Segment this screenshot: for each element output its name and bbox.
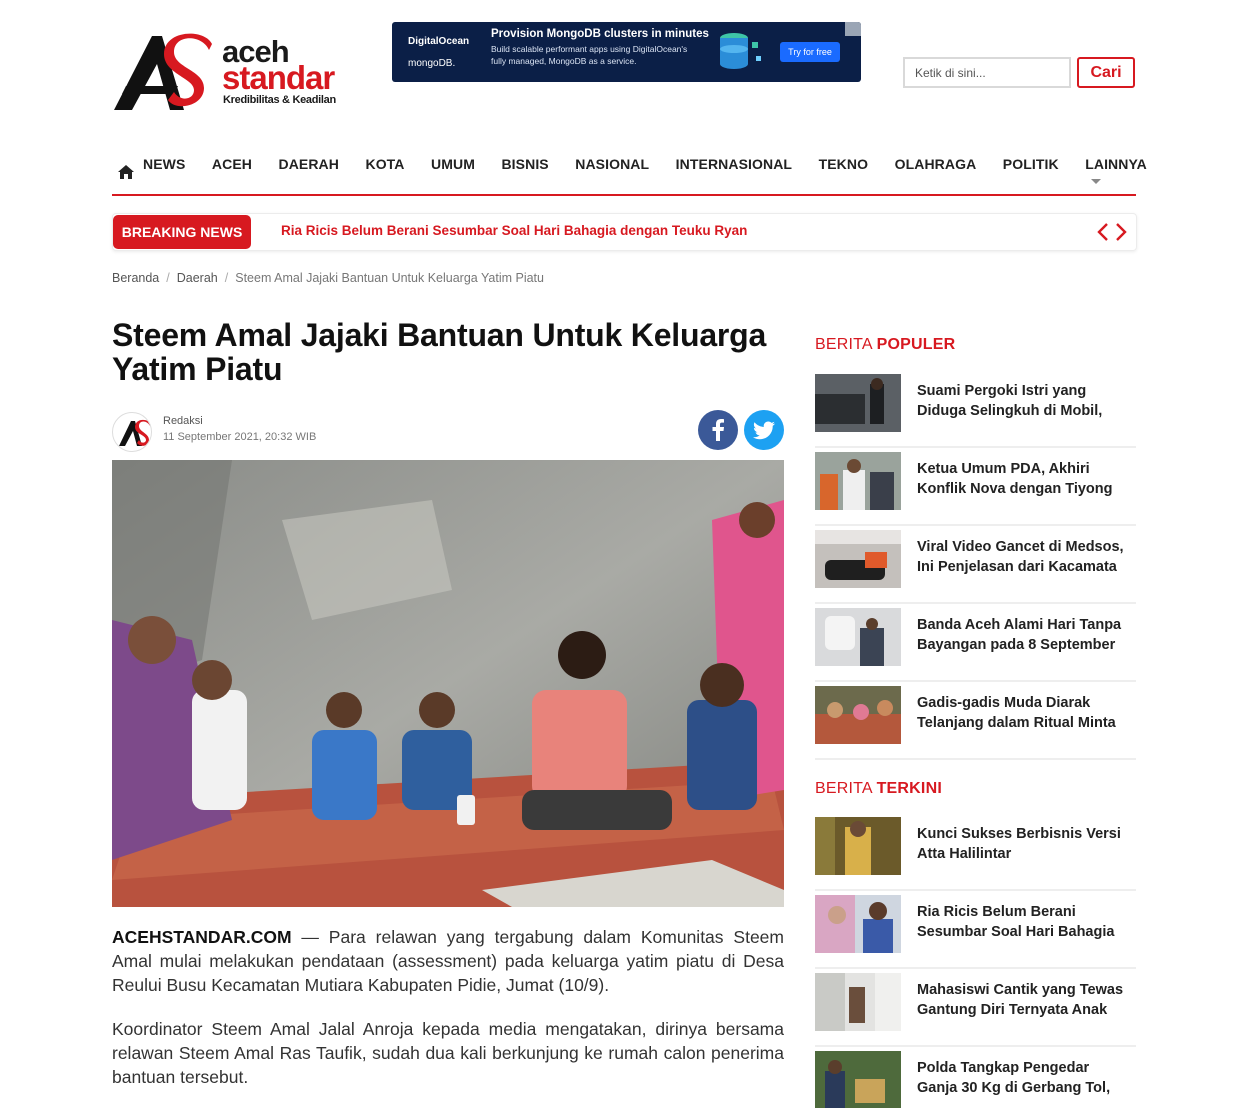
nav-item-bisnis[interactable]: BISNIS (501, 156, 549, 172)
article-paragraph (112, 925, 784, 997)
latest-thumbnail[interactable] (815, 1051, 901, 1108)
author-name[interactable]: Redaksi (163, 415, 203, 427)
breadcrumb-separator: / (166, 271, 170, 285)
site-name-line1: aceh (222, 34, 289, 69)
article-title: Steem Amal Jajaki Bantuan Untuk Keluarga Yatim Piatu (112, 317, 767, 387)
latest-thumbnail[interactable] (815, 817, 901, 875)
popular-thumbnail[interactable] (815, 608, 901, 666)
latest-item-title[interactable]: Polda Tangkap Pengedar Ganja 30 Kg di Gerbang Tol, (917, 1060, 1111, 1096)
breadcrumb-home[interactable]: Beranda (112, 271, 160, 285)
latest-item-title[interactable]: Ria Ricis Belum Berani Sesumbar Soal Hari Bahagia (917, 904, 1115, 940)
latest-thumbnail[interactable] (815, 973, 901, 1031)
site-tagline: Kredibilitas & Keadilan (223, 94, 336, 106)
nav-item-daerah[interactable]: DAERAH (278, 156, 339, 172)
nav-item-tekno[interactable]: TEKNO (818, 156, 869, 172)
popular-item-title[interactable]: Gadis-gadis Muda Diarak Telanjang dalam Ritual Minta (917, 695, 1116, 731)
ticker-arrows (1094, 221, 1130, 243)
banner-ad[interactable] (392, 22, 861, 82)
popular-heading (815, 336, 955, 354)
popular-thumbnail[interactable] (815, 530, 901, 588)
breadcrumb (112, 271, 544, 285)
popular-item-title[interactable]: Viral Video Gancet di Medsos, Ini Penjelasan dari Kacamata (917, 539, 1124, 575)
breaking-news-bar (112, 213, 1137, 251)
publish-date: 11 September 2021, 20:32 WIB (163, 431, 317, 443)
breadcrumb-category[interactable]: Daerah (176, 271, 218, 285)
popular-item[interactable] (815, 370, 1136, 448)
popular-item-title[interactable]: Ketua Umum PDA, Akhiri Konflik Nova dengan Tiyong (917, 461, 1113, 497)
ad-title: Provision MongoDB clusters in minutes (491, 28, 709, 40)
ad-brand-mongodb: mongoDB. (408, 58, 456, 69)
latest-item-title[interactable]: Kunci Sukses Berbisnis Versi Atta Halilintar (917, 826, 1121, 862)
nav-menu (143, 156, 1147, 188)
ad-close-icon[interactable] (845, 22, 861, 36)
ad-description: Build scalable performant apps using DigitalOcean's fully managed, MongoDB as a service. (491, 44, 688, 66)
nav-item-internasional[interactable]: INTERNASIONAL (675, 156, 793, 172)
hero-photo (112, 460, 784, 907)
home-icon (118, 165, 134, 179)
popular-item-title[interactable]: Banda Aceh Alami Hari Tanpa Bayangan pada 8 September (917, 617, 1122, 653)
nav-item-news[interactable]: NEWS (143, 156, 186, 172)
latest-item[interactable] (815, 1047, 1136, 1108)
search-button[interactable]: Cari (1077, 57, 1135, 88)
chevron-right-icon[interactable] (1117, 224, 1125, 240)
facebook-icon (698, 410, 738, 450)
latest-item[interactable] (815, 969, 1136, 1047)
chevron-left-icon[interactable] (1099, 224, 1107, 240)
popular-item[interactable] (815, 448, 1136, 526)
latest-item[interactable] (815, 891, 1136, 969)
author-avatar (112, 412, 152, 452)
site-name-line2: standar (222, 59, 335, 96)
chevron-down-icon (1091, 179, 1101, 184)
latest-heading-bold: TERKINI (876, 780, 942, 797)
article-hero-image (112, 460, 784, 907)
share-twitter-button[interactable] (744, 410, 784, 450)
article-body (112, 925, 784, 1108)
nav-item-politik[interactable]: POLITIK (1002, 156, 1059, 172)
nav-item-olahraga[interactable]: OLAHRAGA (894, 156, 977, 172)
nav-item-lainnya-label: LAINNYA (1085, 156, 1147, 172)
nav-item-nasional[interactable]: NASIONAL (575, 156, 650, 172)
logo-mark-icon (113, 413, 152, 452)
article-paragraph: Koordinator Steem Amal Jalal Anroja kepada media mengatakan, dirinya bersama relawan Steem Amal Ras Taufik, sudah dua kali berkunjung ke rumah calon penerima bantuan tersebut. (112, 1019, 784, 1087)
breadcrumb-current: Steem Amal Jajaki Bantuan Untuk Keluarga Yatim Piatu (235, 271, 544, 285)
latest-heading (815, 780, 942, 798)
database-icon (710, 22, 770, 82)
popular-thumbnail[interactable] (815, 452, 901, 510)
nav-item-aceh[interactable]: ACEH (211, 156, 252, 172)
search-input[interactable] (903, 57, 1071, 88)
popular-item[interactable] (815, 682, 1136, 760)
twitter-icon (744, 410, 784, 450)
latest-item-title[interactable]: Mahasiswi Cantik yang Tewas Gantung Diri Ternyata Anak (917, 982, 1124, 1018)
article-source: ACEHSTANDAR.COM (112, 927, 292, 947)
main-nav (112, 150, 1147, 196)
latest-item[interactable] (815, 813, 1136, 891)
breaking-news-label: BREAKING NEWS (113, 215, 251, 249)
popular-item-title[interactable]: Suami Pergoki Istri yang Diduga Selingkuh di Mobil, (917, 383, 1103, 419)
popular-thumbnail[interactable] (815, 374, 901, 432)
site-logo[interactable] (112, 30, 352, 118)
ad-cta-button[interactable]: Try for free (780, 42, 840, 62)
latest-heading-light: BERITA (815, 780, 877, 797)
latest-list (815, 813, 1136, 1108)
logo-mark-icon (112, 30, 216, 116)
latest-thumbnail[interactable] (815, 895, 901, 953)
nav-item-kota[interactable]: KOTA (365, 156, 405, 172)
nav-item-lainnya[interactable] (1085, 156, 1147, 188)
home-link[interactable] (112, 154, 134, 190)
share-facebook-button[interactable] (698, 410, 738, 450)
nav-item-umum[interactable]: UMUM (431, 156, 475, 172)
ad-brand-digitalocean: DigitalOcean (408, 36, 470, 47)
breaking-news-headline[interactable]: Ria Ricis Belum Berani Sesumbar Soal Hari Bahagia dengan Teuku Ryan (281, 223, 748, 238)
breadcrumb-separator: / (224, 271, 229, 285)
popular-heading-bold: POPULER (876, 336, 956, 353)
article-paragraph-1-text: — Para relawan yang tergabung dalam Komunitas Steem Amal mulai melakukan pendataan (assessment) pada keluarga yatim piatu di Desa Reului Busu Kecamatan Mutiara Kabupaten Pidie, Jumat (10/9). (112, 927, 784, 995)
popular-item[interactable] (815, 604, 1136, 682)
popular-heading-light: BERITA (815, 336, 877, 353)
popular-item[interactable] (815, 526, 1136, 604)
popular-thumbnail[interactable] (815, 686, 901, 744)
popular-list (815, 370, 1136, 760)
